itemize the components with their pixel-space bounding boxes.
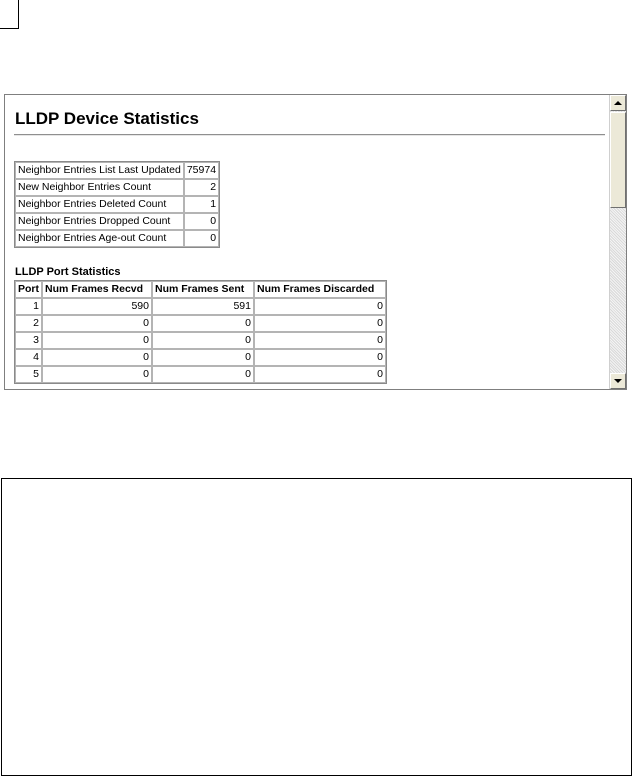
frames-sent-cell: 0 xyxy=(152,349,254,366)
frames-sent-cell: 0 xyxy=(152,315,254,332)
table-row xyxy=(15,315,386,332)
frames-discarded-cell: 0 xyxy=(254,366,386,383)
table-row xyxy=(15,179,219,196)
down-arrow-icon xyxy=(614,379,622,383)
table-row xyxy=(15,230,219,247)
stat-label: Neighbor Entries Dropped Count xyxy=(15,213,184,230)
stat-label: New Neighbor Entries Count xyxy=(15,179,184,196)
port-statistics-table xyxy=(14,280,387,384)
table-row xyxy=(15,332,386,349)
stat-value: 2 xyxy=(184,179,219,196)
table-row xyxy=(15,196,219,213)
frames-sent-cell: 0 xyxy=(152,332,254,349)
page-title: LLDP Device Statistics xyxy=(15,109,199,128)
blank-panel xyxy=(1,478,632,776)
stat-value: 75974 xyxy=(184,162,219,179)
port-cell: 1 xyxy=(15,298,42,315)
frames-discarded-cell: 0 xyxy=(254,349,386,366)
stat-value: 0 xyxy=(184,213,219,230)
frames-recvd-cell: 0 xyxy=(42,315,152,332)
title-divider xyxy=(14,134,605,136)
table-row xyxy=(15,366,386,383)
frames-recvd-cell: 0 xyxy=(42,366,152,383)
table-row xyxy=(15,162,219,179)
page-content xyxy=(5,95,609,389)
column-header-frames-discarded: Num Frames Discarded xyxy=(254,281,386,298)
up-arrow-icon xyxy=(614,101,622,105)
port-cell: 4 xyxy=(15,349,42,366)
column-header-frames-sent: Num Frames Sent xyxy=(152,281,254,298)
corner-crop-mark xyxy=(0,0,19,29)
stat-label: Neighbor Entries Deleted Count xyxy=(15,196,184,213)
scroll-down-button[interactable] xyxy=(610,373,626,389)
stat-value: 0 xyxy=(184,230,219,247)
stat-label: Neighbor Entries List Last Updated xyxy=(15,162,184,179)
table-header-row xyxy=(15,281,386,298)
scrollbar-thumb[interactable] xyxy=(610,112,626,208)
table-row xyxy=(15,213,219,230)
port-cell: 3 xyxy=(15,332,42,349)
column-header-frames-recvd: Num Frames Recvd xyxy=(42,281,152,298)
frames-discarded-cell: 0 xyxy=(254,315,386,332)
scroll-up-button[interactable] xyxy=(610,95,626,111)
frames-recvd-cell: 590 xyxy=(42,298,152,315)
frames-discarded-cell: 0 xyxy=(254,332,386,349)
frames-recvd-cell: 0 xyxy=(42,349,152,366)
port-cell: 2 xyxy=(15,315,42,332)
port-cell: 5 xyxy=(15,366,42,383)
frames-discarded-cell: 0 xyxy=(254,298,386,315)
frames-recvd-cell: 0 xyxy=(42,332,152,349)
stat-value: 1 xyxy=(184,196,219,213)
table-row xyxy=(15,349,386,366)
stat-label: Neighbor Entries Age-out Count xyxy=(15,230,184,247)
vertical-scrollbar[interactable] xyxy=(609,95,626,389)
column-header-port: Port xyxy=(15,281,42,298)
frames-sent-cell: 0 xyxy=(152,366,254,383)
port-statistics-heading: LLDP Port Statistics xyxy=(15,266,121,278)
browser-frame xyxy=(4,94,627,390)
table-row xyxy=(15,298,386,315)
frames-sent-cell: 591 xyxy=(152,298,254,315)
device-statistics-table xyxy=(14,161,220,248)
